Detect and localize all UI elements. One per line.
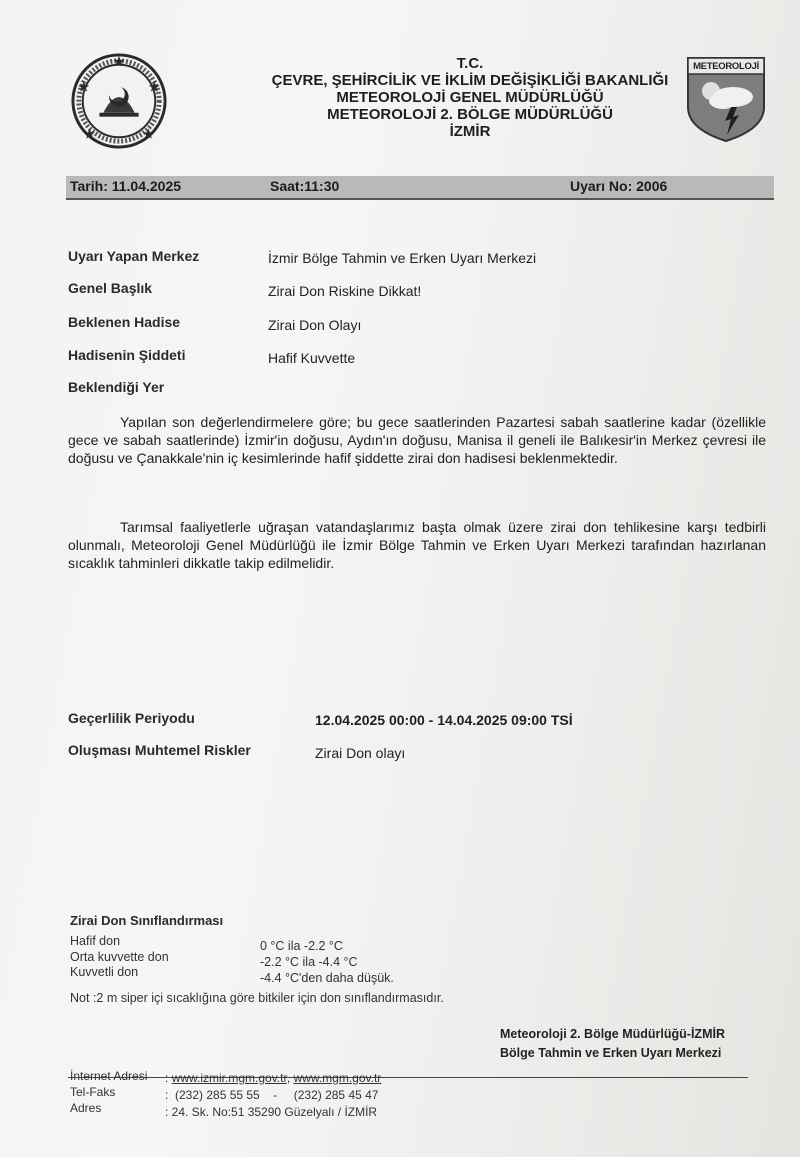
footer-web-comma: , [286,1071,291,1085]
footer-addr-value: : 24. Sk. No:51 35290 Güzelyalı / İZMİR [165,1105,378,1119]
validity-label: Geçerlilik Periyodu [68,710,195,726]
field-label-event: Beklenen Hadise [68,314,181,330]
field-value-event: Zirai Don Olayı [268,317,362,333]
footer-link-mgm[interactable]: www.mgm.gov.tr [293,1071,382,1085]
header-directorate: METEOROLOJİ GENEL MÜDÜRLÜĞÜ [336,89,604,106]
body-paragraph-1 [68,413,766,467]
body-paragraph-2 [68,518,766,572]
field-value-center: İzmir Bölge Tahmin ve Erken Uyarı Merkezi [268,250,537,266]
risk-value: Zirai Don olayı [315,745,406,761]
field-label-title: Genel Başlık [68,280,153,296]
footer-tel-value: : (232) 285 55 55 - (232) 285 45 47 [165,1088,379,1102]
footer-web-value [165,1071,381,1085]
field-value-title: Zirai Don Riskine Dikkat! [268,283,422,299]
field-value-severity: Hafif Kuvvette [268,350,356,366]
class-name-medium: Orta kuvvette don [70,950,169,964]
class-range-strong: -4.4 °C'den daha düşük. [260,971,394,985]
body-text-2: Tarımsal faaliyetlerle uğraşan vatandaşlarımız başta olmak üzere zirai don tehlikesine karşı tedbirli olunmalı, Meteoroloji Genel Müdürlüğü ile İzmir Bölge Tahmin ve Erken Uyarı Merkezi tarafından hazırlanan sıcaklık tahminleri dikkatle takip edilmelidir. [68,519,766,571]
signature-line-1: Meteoroloji 2. Bölge Müdürlüğü-İZMİR [500,1027,725,1041]
footer-web-label: İnternet Adresi [70,1069,148,1083]
issue-time: Saat:11:30 [270,178,340,194]
class-range-medium: -2.2 °C ila -4.4 °C [260,955,358,969]
header-tc: T.C. [456,55,484,72]
risk-label: Oluşması Muhtemel Riskler [68,742,251,758]
class-name-light: Hafif don [70,934,121,948]
header-regional: METEOROLOJİ 2. BÖLGE MÜDÜRLÜĞÜ [327,106,613,123]
field-label-severity: Hadisenin Şiddeti [68,347,186,363]
class-name-strong: Kuvvetli don [70,965,139,979]
body-text-1: Yapılan son değerlendirmelere göre; bu gece saatlerinden Pazartesi sabah saatlerine kadar (özellikle gece ve sabah saatlerinde) İzmir'in doğusu, Aydın'ın doğusu, Manisa il geneli ile Balıkesir'in Merkez çevresi ile doğusu ve Çanakkale'nin iç kesimlerinde hafif şiddette zirai don hadisesi beklenmektedir. [68,414,766,466]
footer-tel-label: Tel-Faks [70,1085,116,1099]
classification-note: Not :2 m siper içi sıcaklığına göre bitkiler için don sınıflandırmasıdır. [70,991,444,1005]
meta-band-divider [66,198,774,200]
header-city: İZMİR [449,123,491,140]
footer-web-sep: : [165,1071,169,1085]
meteoroloji-logo [685,55,767,143]
issue-date: Tarih: 11.04.2025 [70,178,182,194]
header-ministry: ÇEVRE, ŞEHİRCİLİK VE İKLİM DEĞİŞİKLİĞİ BAKANLIĞI [271,72,669,89]
validity-value: 12.04.2025 00:00 - 14.04.2025 09:00 TSİ [315,712,573,728]
field-label-location: Beklendiği Yer [68,379,165,395]
warning-number: Uyarı No: 2006 [570,178,668,194]
footer-link-izmir[interactable]: www.izmir.mgm.gov.tr [171,1071,287,1085]
footer-addr-label: Adres [70,1101,102,1115]
field-label-center: Uyarı Yapan Merkez [68,248,200,264]
logo-text: METEOROLOJİ [693,61,759,72]
class-range-light: 0 °C ila -2.2 °C [260,939,343,953]
ministry-seal-icon [70,52,168,150]
signature-line-2: Bölge Tahmin ve Erken Uyarı Merkezi [500,1046,722,1060]
classification-title: Zirai Don Sınıflandırması [70,913,224,928]
